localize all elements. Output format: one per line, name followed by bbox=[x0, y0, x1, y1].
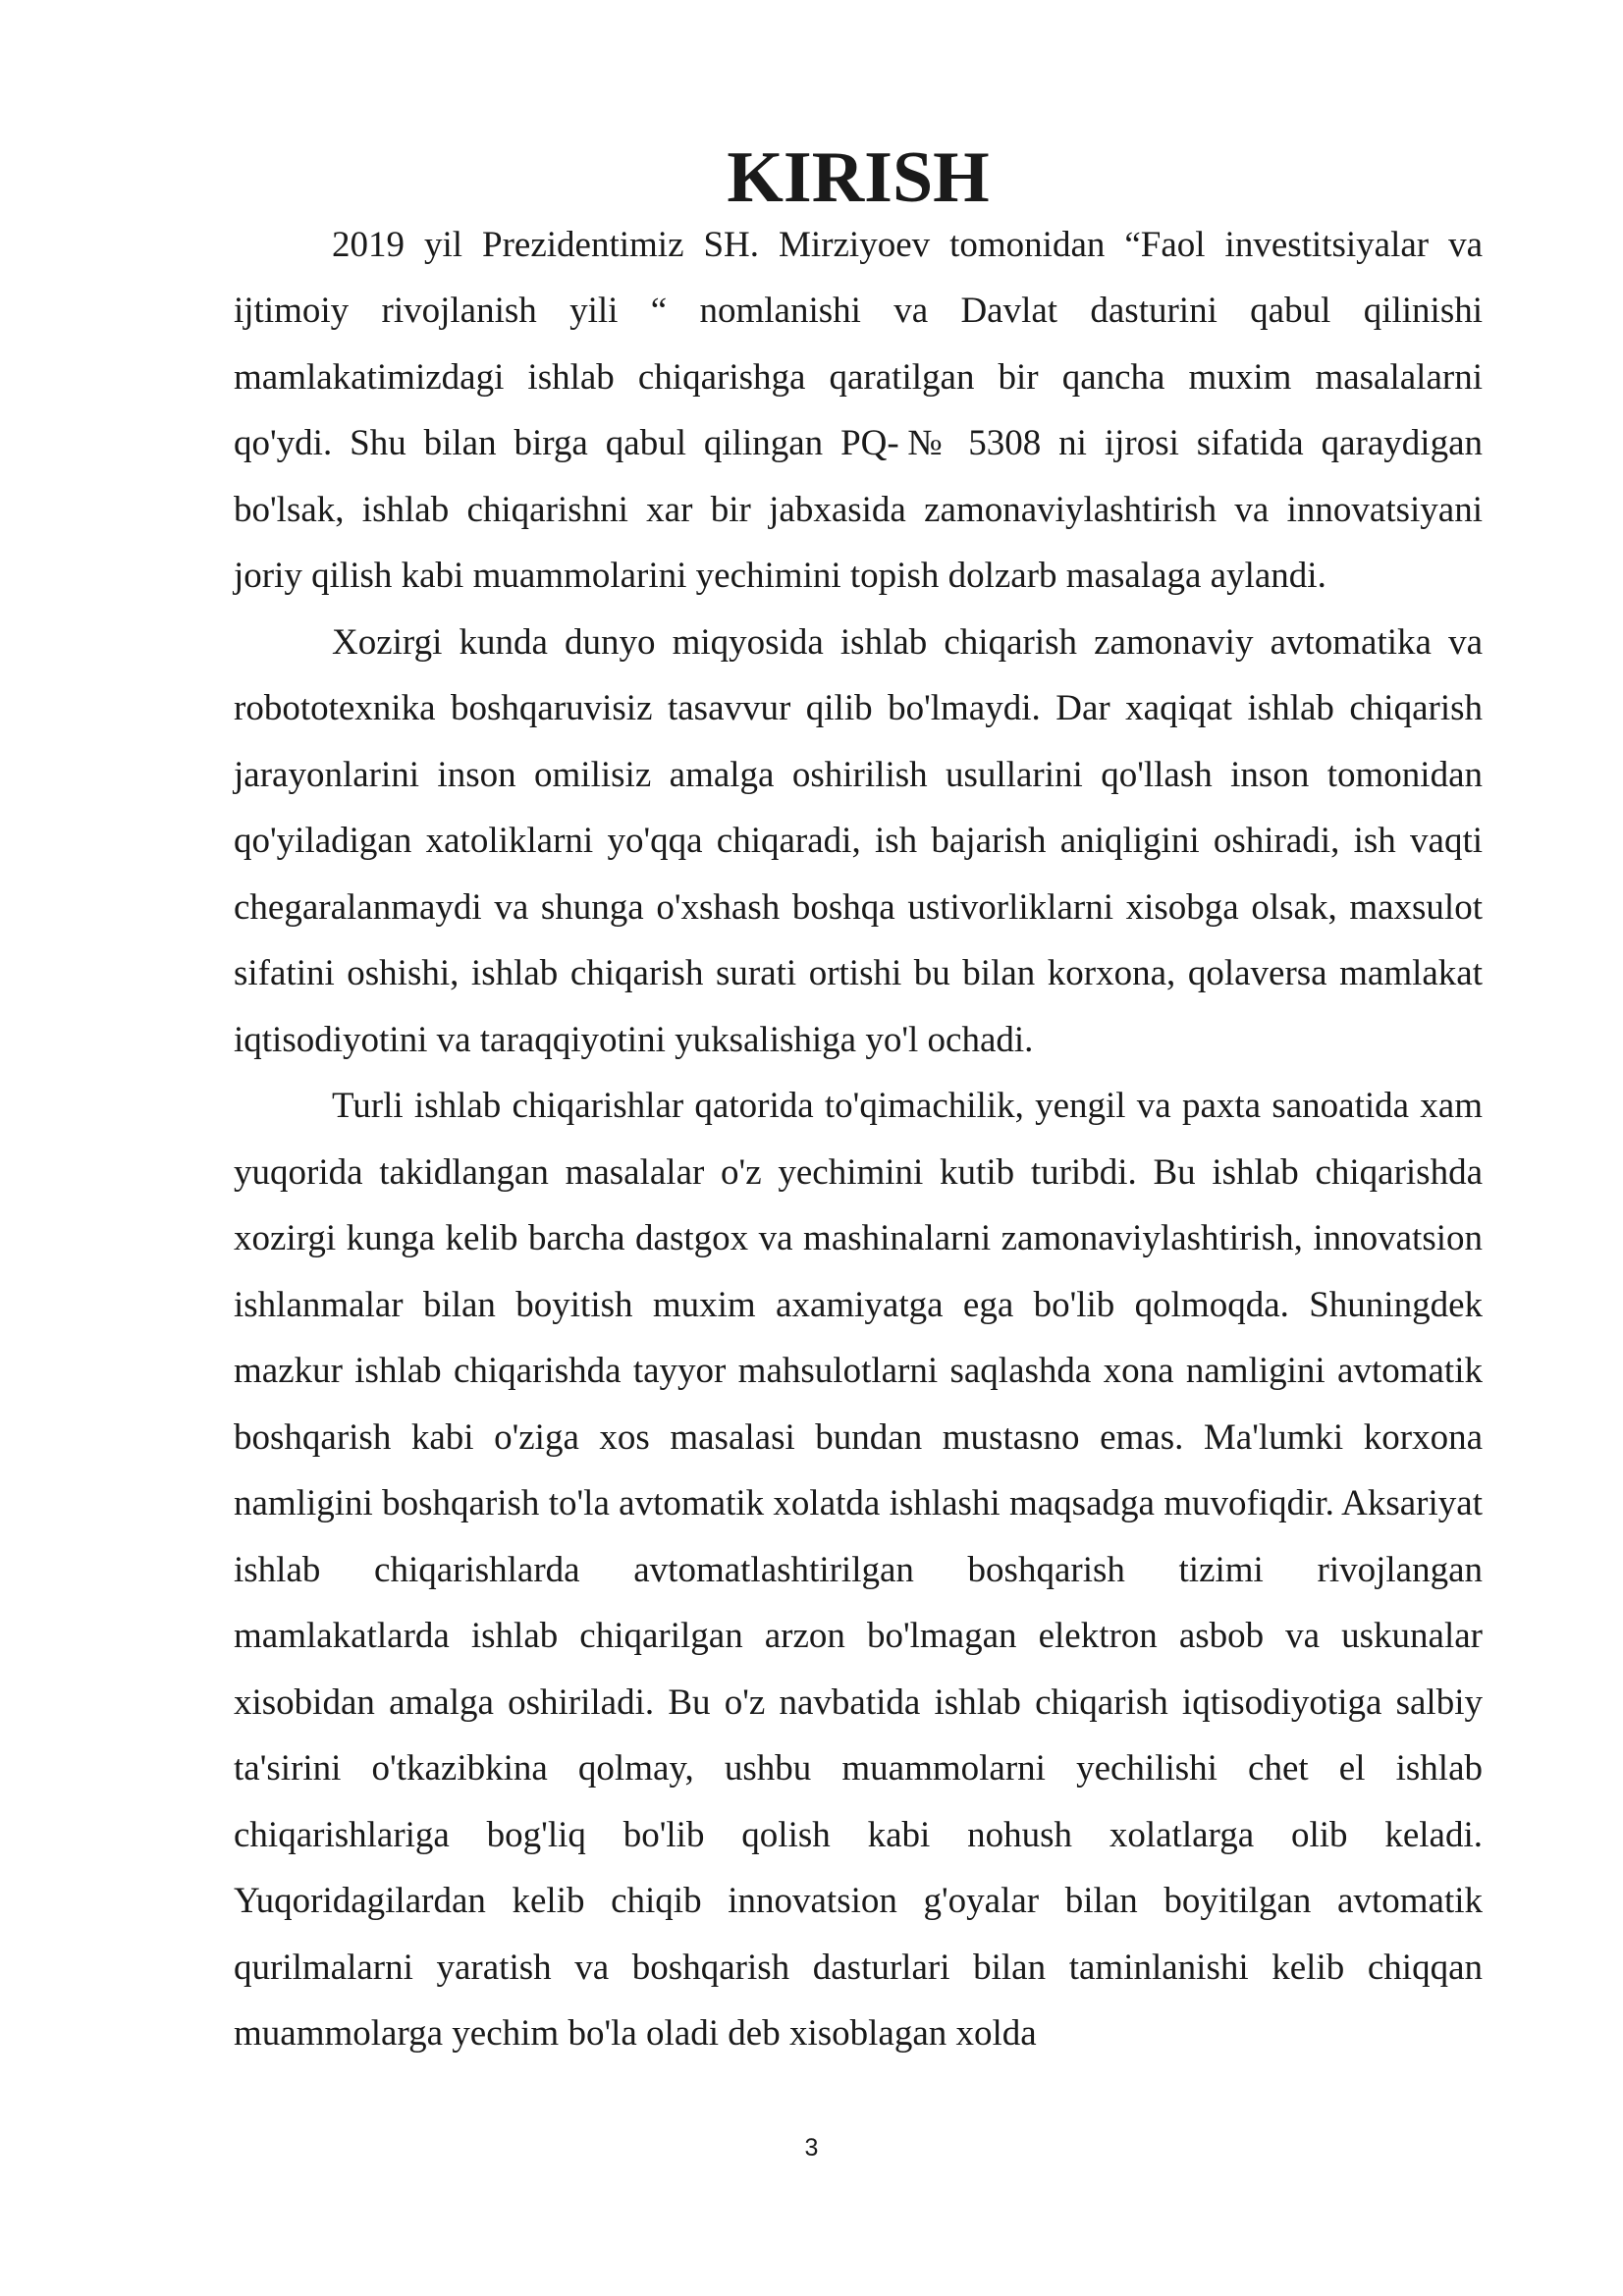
paragraph-2: Xozirgi kunda dunyo miqyosida ishlab chiqarish zamonaviy avtomatika va robototexnika boshqaruvisiz tasavvur qilib bo'lmaydi. Dar xaqiqat ishlab chiqarish jarayonlarini inson omilisiz amalga oshirilish usullarini qo'llash inson tomonidan qo'yiladigan xatoliklarni yo'qqa chiqaradi, ish bajarish aniqligini oshiradi, ish vaqti chegaralanmaydi va shunga o'xshash boshqa ustivorliklarni xisobga olsak, maxsulot sifatini oshishi, ishlab chiqarish surati ortishi bu bilan korxona, qolaversa mamlakat iqtisodiyotini va taraqqiyotini yuksalishiga yo'l ochadi. bbox=[234, 621, 1483, 1060]
page-content bbox=[234, 137, 1483, 2067]
page-number: 3 bbox=[804, 2134, 819, 2162]
paragraph-1: 2019 yil Prezidentimiz SH. Mirziyoev tomonidan “Faol investitsiyalar va ijtimoiy rivojlanish yili “ nomlanishi va Davlat dasturini qabul qilinishi mamlakatimizdagi ishlab chiqarishga qaratilgan bir qancha muxim masalalarni qo'ydi. Shu bilan birga qabul qilingan PQ-№ 5308 ni ijrosi sifatida qaraydigan bo'lsak, ishlab chiqarishni xar bir jabxasida zamonaviylashtirish va innovatsiyani joriy qilish kabi muammolarini yechimini topish dolzarb masalaga aylandi. bbox=[234, 224, 1483, 596]
paragraph-3: Turli ishlab chiqarishlar qatorida to'qimachilik, yengil va paxta sanoatida xam yuqorida takidlangan masalalar o'z yechimini kutib turibdi. Bu ishlab chiqarishda xozirgi kunga kelib barcha dastgox va mashinalarni zamonaviylashtirish, innovatsion ishlanmalar bilan boyitish muxim axamiyatga ega bo'lib qolmoqda. Shuningdek mazkur ishlab chiqarishda tayyor mahsulotlarni saqlashda xona namligini avtomatik boshqarish kabi o'ziga xos masalasi bundan mustasno emas. Ma'lumki korxona namligini boshqarish to'la avtomatik xolatda ishlashi maqsadga muvofiqdir. Aksariyat ishlab chiqarishlarda avtomatlashtirilgan boshqarish tizimi rivojlangan mamlakatlarda ishlab chiqarilgan arzon bo'lmagan elektron asbob va uskunalar xisobidan amalga oshiriladi. Bu o'z navbatida ishlab chiqarish iqtisodiyotiga salbiy ta'sirini o'tkazibkina qolmay, ushbu muammolarni yechilishi chet el ishlab chiqarishlariga bog'liq bo'lib qolish kabi nohush xolatlarga olib keladi. Yuqoridagilardan kelib chiqib innovatsion g'oyalar bilan boyitilgan avtomatik qurilmalarni yaratish va boshqarish dasturlari bilan taminlanishi kelib chiqqan muammolarga yechim bo'la oladi deb xisoblagan xolda bbox=[234, 1086, 1483, 2054]
section-title: KIRISH bbox=[727, 137, 990, 218]
